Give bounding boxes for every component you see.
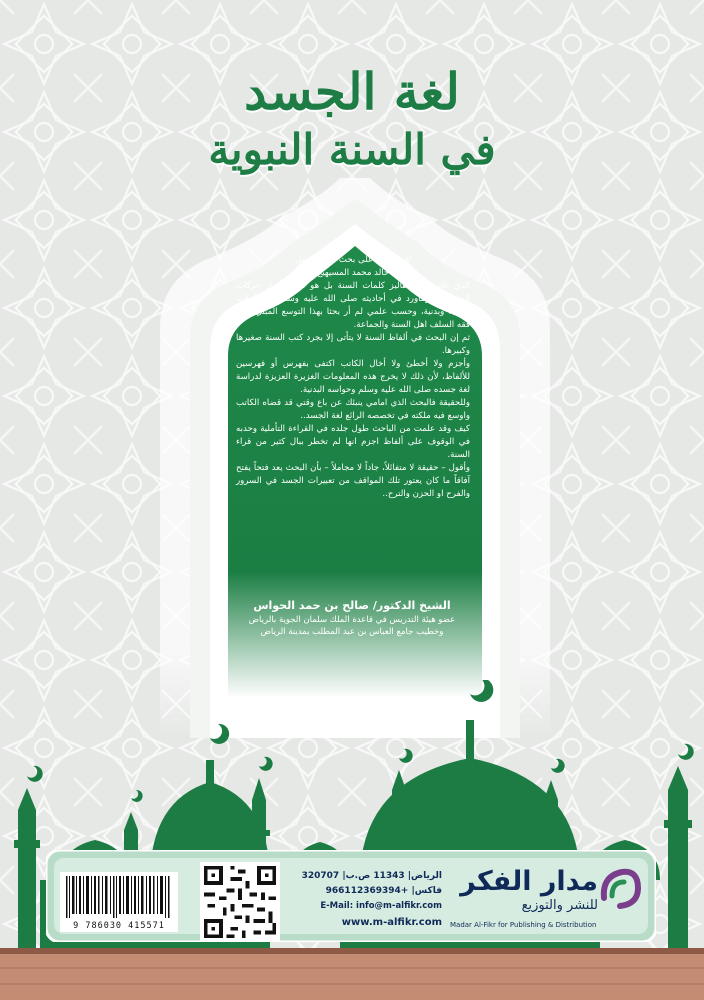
fax-number: فاكس| +966112369394 [325,886,442,896]
barcode-bars [60,872,178,920]
signature-name: الشيخ الدكتور/ صالح بن حمد الحواس [253,599,451,612]
publisher-name-ar: مدار الفكر [460,866,598,897]
isbn-number: 9 786030 415571 [73,921,165,931]
signature-title-2: وخطيب جامع العباس بن عبد المطلب بمدينة الرياض [260,627,444,637]
publisher-logo [448,862,648,942]
foreword-paragraph: وأقول – حقيقة لا متفائلاً، جاداً لا مجاملاً – بأن البحث يعد فتحاً يفتح آفاقاً ما كان يعتور تلك المواقف من تعبيرات الجسد في السرور والفرح او الحزن والترح.. [236,463,470,499]
foreword-paragraph: ثم إن البحث في ألفاظ السنة لا يتأتى إلا بجرد كتب السنة صغيرها وكبيرها. [236,333,470,356]
contact-info [292,868,442,932]
foreword-paragraph: كيف وقد علمت من الباحث طول جلده في القراءة التأملية وحدبه في الوقوف على ألفاظ اجزم انها لم تخطر ببال كثير من قراء السنة. [236,424,470,460]
foreword-paragraph: وللحقيقة فالبحث الذي امامي ينبئك عن باع وقتي قد قضاه الكاتب واوسع فيه ملكته في تخصصه الرائع لغة الجسد.. [236,398,470,421]
logo-swirl-icon [598,866,642,916]
foreword-paragraph: وأجزم ولا أخطئ ولا أخال الكاتب اكتفى بفهرس أو فهرسين للألفاظ، لأن ذلك لا يخرج هذه المعلومات الغزيرة العزيزة لدراسة لغة جسده صلى الله عليه وسلم وحواسه البدنية. [236,359,470,395]
foreword-intro: لقد وقفت على بحث الأخ الفاضل [294,255,412,265]
foreword-paragraph: الذي غاص في دهاليز كلمات السنة بل هو سبر لأغوار حركات المصطفى وماورد في أحاديثه صلى الله عليه وسلم من تأملات باطنية وبدنية، وحسب علمي لم أر بحثا بهذا التوسع المبني على فقه السلف اهل السنة والجماعة. [236,281,470,330]
brick-strip [0,948,704,1000]
title-line-1: لغة الجسد [244,62,460,121]
foreword-text [236,254,470,584]
website-link[interactable]: www.m-alfikr.com [341,917,442,928]
signature-title-1: عضو هيئة التدريس في قاعدة الملك سلمان الجوية بالرياض [248,615,456,625]
foreword-author: خالد محمد المسيهيج [316,268,390,278]
book-title [0,62,704,178]
signature-block [212,598,492,638]
title-line-2: في السنة النبوية [208,125,496,174]
qr-code-modules [200,862,280,942]
publisher-tagline-ar: للنشر والتوزيع [521,898,598,913]
qr-code [200,862,280,942]
email-address[interactable]: E-Mail: info@m-alfikr.com [320,901,442,911]
publisher-name-en: Madar Al-Fikr for Publishing & Distribution [450,921,597,929]
isbn-barcode [60,872,178,932]
postal-address: الرياض| 11343 ص.ب| 320707 [301,871,442,881]
